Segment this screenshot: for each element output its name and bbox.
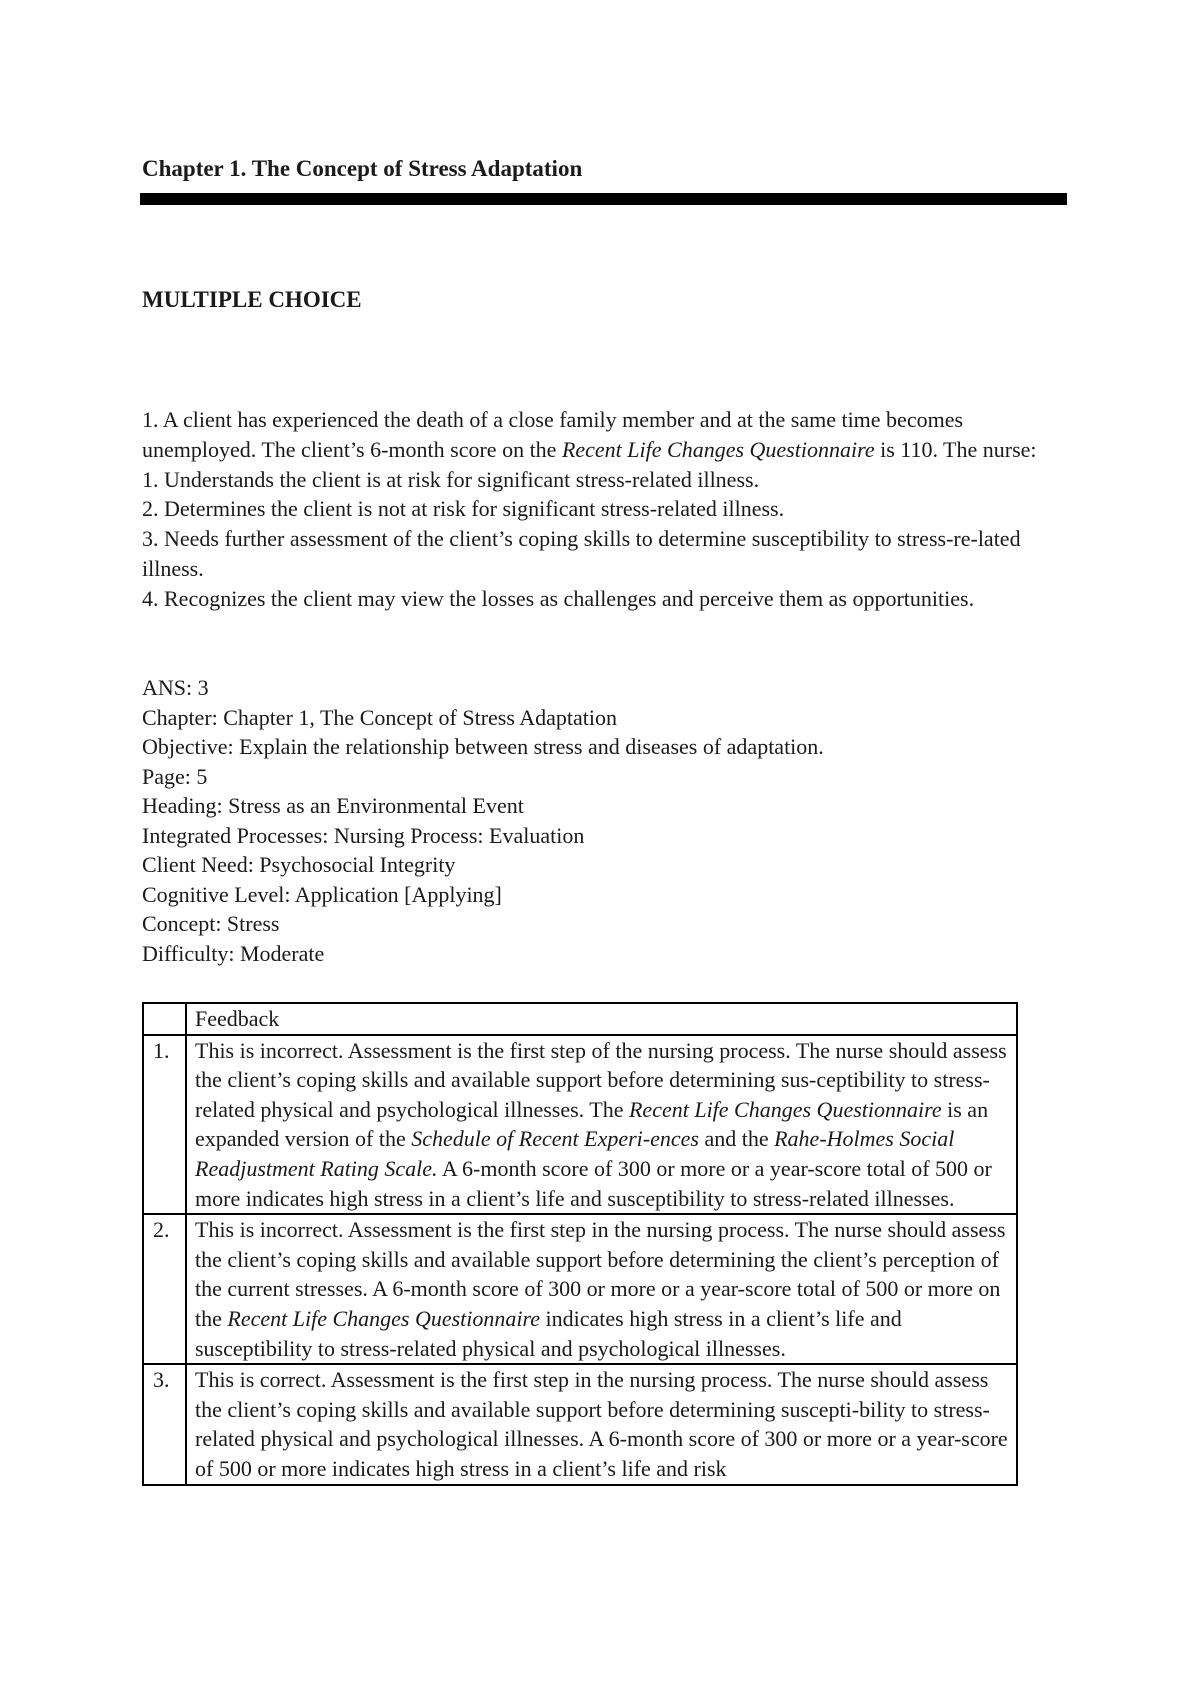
option-4: 4. Recognizes the client may view the losses as challenges and perceive them as opportunities.	[142, 585, 975, 611]
question-stem-italic: Recent Life Changes Questionnaire	[561, 436, 875, 462]
meta-page: Page: 5	[142, 763, 208, 789]
feedback-row-1	[143, 1035, 1017, 1215]
feedback-row-2-text	[186, 1214, 1017, 1364]
feedback-row-1-italic-c: Rahe-Holmes Social Readjustment Rating Scale.	[195, 1126, 955, 1181]
question-stem-text-2: is 110. The nurse:	[874, 436, 1037, 462]
feedback-row-3-num: 3.	[143, 1364, 186, 1484]
meta-objective: Objective: Explain the relationship between stress and diseases of adaptation.	[142, 734, 824, 759]
feedback-table	[142, 1002, 1018, 1486]
meta-concept: Concept: Stress	[142, 911, 280, 936]
feedback-row-2-text-a: This is incorrect. Assessment is the first step in the nursing process. The nurse should assess the client’s coping skills and available support before determining the client’s perception of the current stresses. A 6-month score of 300 or more or a year-score total of 500 or more on the	[195, 1217, 1006, 1331]
meta-cognitive-level: Cognitive Level: Application [Applying]	[142, 881, 502, 907]
feedback-row-2-text-b: indicates high stress in a client’s life and susceptibility to stress-related physical and psychological illnesses.	[195, 1305, 902, 1361]
question-stem-text-1: 1. A client has experienced the death of a close family member and at the same time becomes unemployed. The client’s 6-month score on the	[142, 407, 964, 462]
feedback-header-row	[143, 1003, 1017, 1035]
title-rule	[140, 193, 1067, 205]
feedback-row-1-italic-b: Schedule of Recent Experi-ences	[411, 1126, 699, 1152]
section-heading: MULTIPLE CHOICE	[142, 287, 362, 312]
answer: ANS: 3	[142, 675, 209, 700]
feedback-row-1-text	[186, 1035, 1017, 1215]
meta-difficulty: Difficulty: Moderate	[142, 940, 325, 966]
option-1: 1. Understands the client is at risk for significant stress-related illness.	[142, 466, 760, 492]
meta-heading: Heading: Stress as an Environmental Event	[142, 793, 524, 818]
feedback-row-3-text-a: This is correct. Assessment is the first step in the nursing process. The nurse should assess the client’s coping skills and available support before determining suscepti-bility to stress-related physical and psychological illnesses. A 6-month score of 300 or more or a year-score of 500 or more indicates high stress in a client’s life and risk	[195, 1367, 1008, 1481]
chapter-title: Chapter 1. The Concept of Stress Adaptation	[142, 156, 583, 181]
meta-client-need: Client Need: Psychosocial Integrity	[142, 852, 456, 877]
feedback-row-3-text	[186, 1364, 1017, 1484]
meta-chapter: Chapter: Chapter 1, The Concept of Stress Adaptation	[142, 704, 617, 730]
feedback-row-2-italic-a: Recent Life Changes Questionnaire	[227, 1305, 541, 1331]
feedback-header-num-cell	[143, 1003, 186, 1035]
option-2: 2. Determines the client is not at risk for significant stress-related illness.	[142, 496, 785, 522]
feedback-row-1-text-a: This is incorrect. Assessment is the first step of the nursing process. The nurse should assess the client’s coping skills and available support before determining sus-ceptibility to stress-related physical and psychological illnesses. The	[195, 1037, 1007, 1122]
feedback-row-3	[143, 1364, 1017, 1484]
feedback-row-1-text-b: is an expanded version of the	[195, 1096, 989, 1152]
meta-integrated-processes: Integrated Processes: Nursing Process: Evaluation	[142, 822, 585, 848]
question-stem	[142, 405, 1067, 465]
feedback-header-cell: Feedback	[186, 1003, 1017, 1035]
feedback-row-1-italic-a: Recent Life Changes Questionnaire	[628, 1096, 942, 1122]
feedback-row-1-text-d: A 6-month score of 300 or more or a year-score total of 500 or more indicates high stress in a client’s life and susceptibility to stress-related illnesses.	[195, 1155, 992, 1211]
feedback-row-1-num: 1.	[143, 1035, 186, 1215]
feedback-row-2	[143, 1214, 1017, 1364]
answer-meta	[142, 673, 1067, 968]
feedback-row-2-num: 2.	[143, 1214, 186, 1364]
option-3: 3. Needs further assessment of the client’s coping skills to determine susceptibility to stress-re-lated illness.	[142, 526, 1021, 581]
feedback-row-1-text-c: and the	[698, 1126, 775, 1152]
question-block	[142, 405, 1067, 614]
